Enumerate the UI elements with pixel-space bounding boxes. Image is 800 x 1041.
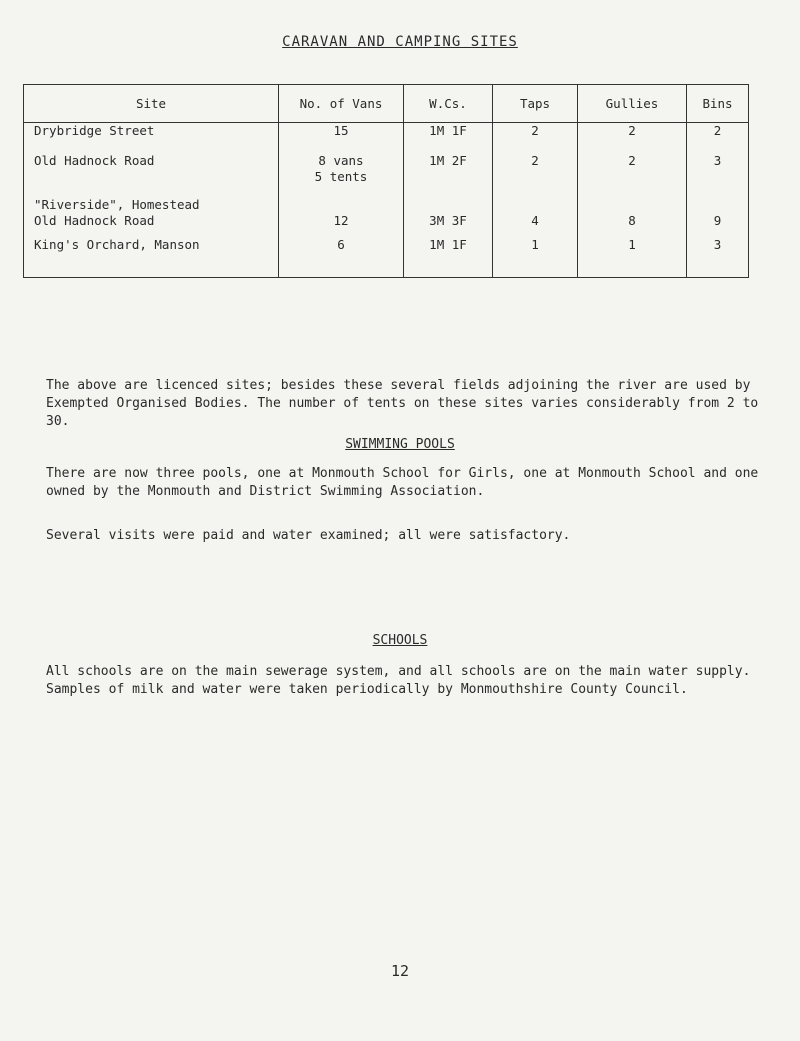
taps-value: 4 — [531, 213, 539, 228]
column-header-wcs: W.Cs. — [404, 85, 493, 123]
licenced-sites-paragraph: The above are licenced sites; besides these several fields adjoining the river are used by Exempted Organised Bodies. The number of tents on these sites varies considerably from 2 to 30. — [46, 378, 759, 429]
taps-cell — [493, 197, 578, 237]
taps-cell: 2 — [493, 123, 578, 154]
site-cell — [24, 123, 279, 154]
gullies-cell: 1 — [578, 237, 687, 278]
table-row — [24, 197, 749, 237]
bins-value: 9 — [713, 213, 722, 228]
vans-value: 8 vans — [318, 153, 364, 168]
site-cell — [24, 197, 279, 237]
column-header-site: Site — [24, 85, 279, 123]
wcs-cell: 1M 1F — [404, 123, 493, 154]
column-header-gullies: Gullies — [578, 85, 687, 123]
vans-value: 12 — [333, 213, 349, 228]
vans-cell — [279, 123, 404, 154]
site-name: "Riverside", Homestead — [34, 197, 200, 212]
site-cell — [24, 153, 279, 197]
tents-value: 5 tents — [314, 169, 368, 184]
gullies-cell: 2 — [578, 123, 687, 154]
taps-cell: 1 — [493, 237, 578, 278]
wcs-cell — [404, 197, 493, 237]
column-header-bins: Bins — [687, 85, 749, 123]
site-name-line-2: Old Hadnock Road — [34, 213, 155, 228]
bins-cell: 2 — [687, 123, 749, 154]
bins-cell: 3 — [687, 153, 749, 197]
table-row — [24, 123, 749, 154]
wcs-cell: 1M 1F — [404, 237, 493, 278]
table-row — [24, 153, 749, 197]
bins-cell: 3 — [687, 237, 749, 278]
site-name: King's Orchard, Manson — [34, 237, 200, 252]
site-cell — [24, 237, 279, 278]
gullies-cell — [578, 197, 687, 237]
vans-value: 15 — [333, 123, 349, 138]
wcs-cell: 1M 2F — [404, 153, 493, 197]
column-header-vans: No. of Vans — [279, 85, 404, 123]
gullies-value: 8 — [628, 213, 636, 228]
site-name: Old Hadnock Road — [34, 153, 155, 168]
gullies-cell: 2 — [578, 153, 687, 197]
page-number: 12 — [390, 962, 410, 980]
site-name: Drybridge Street — [34, 123, 155, 138]
caravan-sites-table — [23, 84, 749, 278]
schools-paragraph: All schools are on the main sewerage system, and all schools are on the main water supply. Samples of milk and water were taken periodically by Monmouthshire County Council. — [46, 664, 751, 697]
vans-cell — [279, 197, 404, 237]
swimming-pools-paragraph: There are now three pools, one at Monmouth School for Girls, one at Monmouth School and one owned by the Monmouth and District Swimming Association. — [46, 466, 759, 499]
schools-heading: SCHOOLS — [372, 633, 428, 648]
page-title: CARAVAN AND CAMPING SITES — [282, 34, 518, 50]
vans-value: 6 — [337, 237, 345, 252]
wcs-value: 3M 3F — [429, 213, 467, 228]
taps-cell: 2 — [493, 153, 578, 197]
vans-cell — [279, 237, 404, 278]
column-header-taps: Taps — [493, 85, 578, 123]
water-visits-paragraph: Several visits were paid and water examined; all were satisfactory. — [46, 528, 571, 543]
table-header-row — [24, 85, 749, 123]
table-row — [24, 237, 749, 278]
vans-cell — [279, 153, 404, 197]
swimming-pools-heading: SWIMMING POOLS — [345, 437, 455, 452]
bins-cell — [687, 197, 749, 237]
